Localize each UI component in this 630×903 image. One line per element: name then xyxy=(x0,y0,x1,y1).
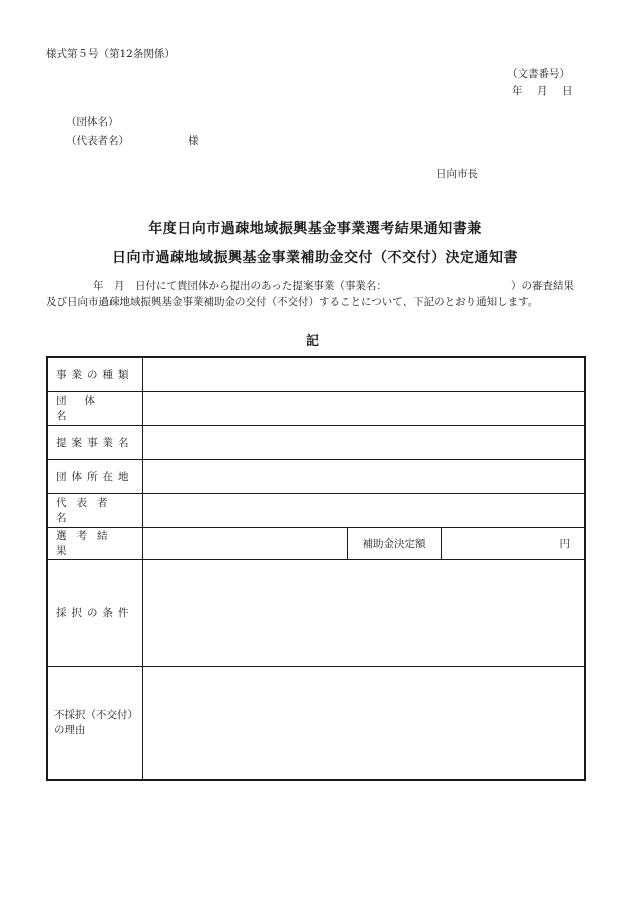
intro-line2: 及び日向市過疎地域振興基金事業補助金の交付（不交付）することについて、下記のとおり通知します。 xyxy=(46,296,539,308)
value-rejection-reason[interactable] xyxy=(142,666,585,780)
intro-line1-end: ）の審査結果 xyxy=(511,280,574,292)
notification-form-table xyxy=(46,356,586,781)
value-org-name[interactable] xyxy=(142,391,585,425)
value-proposal-name[interactable] xyxy=(142,425,585,459)
label-org-name: 団体名 xyxy=(47,391,142,425)
recipient-representative: （代表者名） xyxy=(66,135,129,147)
recipient-honorific: 様 xyxy=(188,135,199,147)
ki-heading: 記 xyxy=(306,334,320,349)
sender-mayor: 日向市長 xyxy=(436,168,478,180)
value-selection-result[interactable] xyxy=(142,527,347,559)
yen-unit: 円 xyxy=(559,537,571,550)
label-selection-result: 選考結果 xyxy=(47,527,142,559)
label-rep-name: 代表者名 xyxy=(47,493,142,527)
label-business-type: 事業の種類 xyxy=(47,357,142,391)
value-adoption-conditions[interactable] xyxy=(142,559,585,666)
document-number: （文書番号） xyxy=(507,68,570,80)
value-business-type[interactable] xyxy=(142,357,585,391)
intro-line1-start: 年 月 日付にて貴団体から提出のあった提案事業（事業名： xyxy=(93,280,387,292)
value-subsidy-amount[interactable] xyxy=(441,527,585,559)
form-number: 様式第５号（第12条関係） xyxy=(46,48,175,60)
recipient-organization: （団体名） xyxy=(66,116,119,128)
value-org-address[interactable] xyxy=(142,459,585,493)
label-rejection-reason: 不採択（不交付） の理由 xyxy=(47,666,142,780)
value-rep-name[interactable] xyxy=(142,493,585,527)
label-adoption-conditions: 採択の条件 xyxy=(47,559,142,666)
document-title-line2: 日向市過疎地域振興基金事業補助金交付（不交付）決定通知書 xyxy=(112,250,518,266)
table-row xyxy=(47,666,585,780)
document-title-line1: 年度日向市過疎地域振興基金事業選考結果通知書兼 xyxy=(148,221,482,237)
label-subsidy-amount: 補助金決定額 xyxy=(347,527,441,559)
table-row xyxy=(47,459,585,493)
label-proposal-name: 提案事業名 xyxy=(47,425,142,459)
table-row xyxy=(47,527,585,559)
issue-date: 年 月 日 xyxy=(512,85,575,97)
table-row xyxy=(47,559,585,666)
label-org-address: 団体所在地 xyxy=(47,459,142,493)
table-row xyxy=(47,357,585,391)
table-row xyxy=(47,391,585,425)
table-row xyxy=(47,425,585,459)
table-row xyxy=(47,493,585,527)
